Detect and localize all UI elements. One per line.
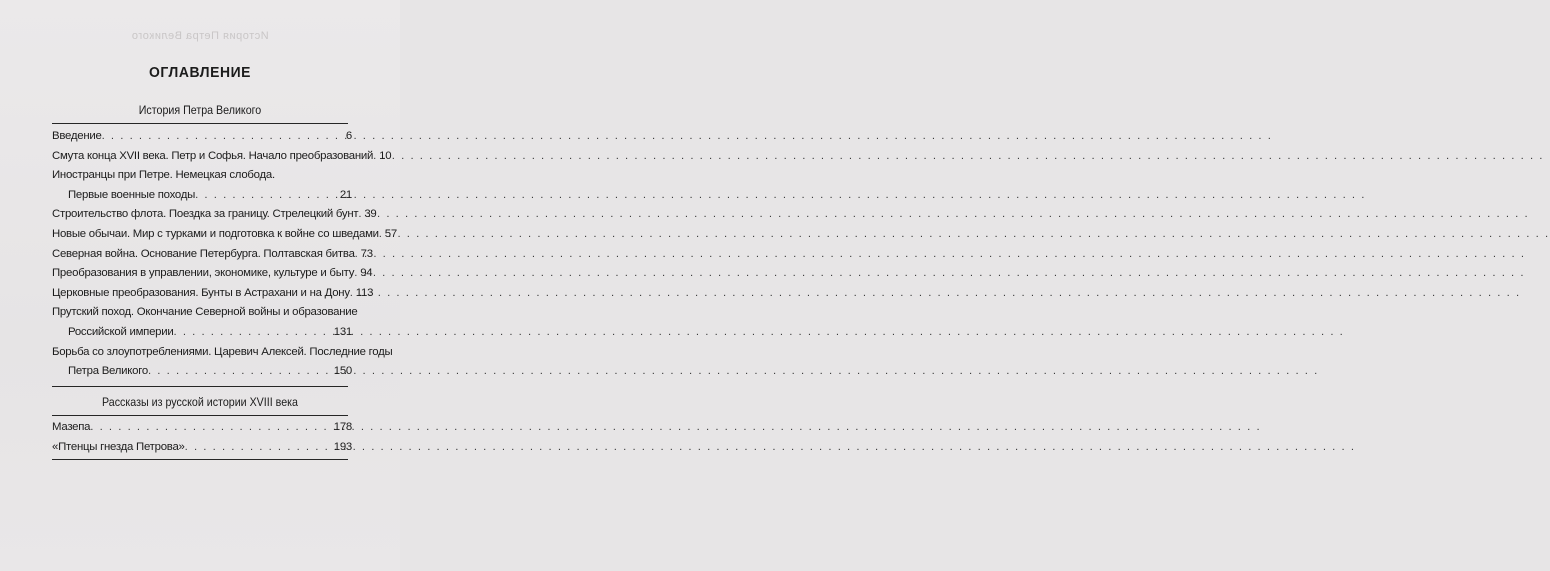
toc-entry-title: Смута конца XVII века. Петр и Софья. Начало преобразований (52, 149, 374, 162)
leader-dots (185, 438, 332, 458)
toc-entry[interactable] (52, 127, 352, 147)
toc-entry-title: «Птенцы гнезда Петрова» (52, 440, 185, 453)
section-heading-1: История Петра Великого (138, 104, 262, 117)
leader-dots (148, 362, 332, 382)
toc-entry-title: Российской империи (68, 325, 174, 338)
leader-dots (102, 127, 344, 147)
toc-entry-title: Преобразования в управлении, экономике, культуре и быту (52, 267, 355, 280)
toc-entry[interactable] (52, 166, 352, 186)
toc-entry-continuation[interactable] (52, 323, 352, 343)
toc-entry-title: Иностранцы при Петре. Немецкая слобода. (52, 169, 275, 182)
toc-entry[interactable] (52, 284, 374, 304)
toc-entry-title: Новые обычаи. Мир с турками и подготовка к войне со шведами (52, 227, 379, 240)
toc-entry[interactable] (52, 205, 377, 225)
toc-entry[interactable] (52, 225, 397, 245)
toc-entry-page: 193 (333, 440, 352, 453)
section-1-top-rule (52, 123, 348, 124)
toc-entry-title: Строительство флота. Поездка за границу. Стрелецкий бунт (52, 208, 359, 221)
toc-entry-page: 150 (333, 365, 352, 378)
bleed-through-header: История Петра Великого (131, 30, 269, 42)
toc-entry-continuation[interactable] (52, 186, 352, 206)
toc-entry[interactable] (52, 303, 358, 323)
leader-dots (195, 186, 338, 206)
leader-dots (90, 418, 331, 438)
toc-entry-page: 39 (364, 208, 377, 221)
toc-entry-title: Мазепа (52, 421, 91, 433)
toc-entry-page: 73 (360, 247, 373, 260)
toc-entry[interactable] (52, 264, 373, 284)
section-heading-2: Рассказы из русской истории XVIII века (102, 396, 298, 409)
toc-entry-page: 131 (333, 325, 352, 338)
page-title: ОГЛАВЛЕНИЕ (148, 65, 252, 81)
toc-entry-title: Введение (52, 130, 102, 142)
toc-entry-title: Борьба со злоупотреблениями. Царевич Алексей. Последние годы (52, 345, 393, 358)
toc-entry[interactable] (52, 343, 393, 363)
toc-entry-title: Прутский поход. Окончание Северной войны и образование (52, 306, 358, 319)
section-2-bottom-rule (52, 459, 348, 460)
toc-entry-title: Первые военные походы (68, 188, 196, 201)
book-page (0, 0, 400, 571)
section-2-top-rule (52, 415, 348, 416)
toc-entry[interactable] (52, 245, 373, 265)
toc-entry-title: Церковные преобразования. Бунты в Астрахани и на Дону (52, 286, 350, 299)
toc-entry[interactable] (52, 438, 352, 458)
toc-entry-continuation[interactable] (52, 362, 352, 382)
section-1-bottom-rule (52, 386, 348, 387)
toc-entry-page: 21 (339, 188, 352, 201)
toc-entry-page: 113 (355, 286, 374, 299)
leader-dots (173, 323, 331, 343)
toc-entry-title: Петра Великого (68, 365, 148, 378)
toc-entry-page: 10 (379, 149, 392, 162)
toc-entry-page: 57 (384, 227, 397, 240)
toc-entry-page: 94 (360, 267, 373, 280)
toc-list-2 (52, 418, 352, 457)
toc-entry[interactable] (52, 418, 352, 438)
toc-entry-page: 178 (333, 421, 352, 433)
toc-entry[interactable] (52, 147, 392, 167)
toc-entry-page: 6 (345, 130, 352, 142)
toc-entry-title: Северная война. Основание Петербурга. Полтавская битва (52, 247, 355, 260)
toc-list-1 (52, 127, 397, 382)
